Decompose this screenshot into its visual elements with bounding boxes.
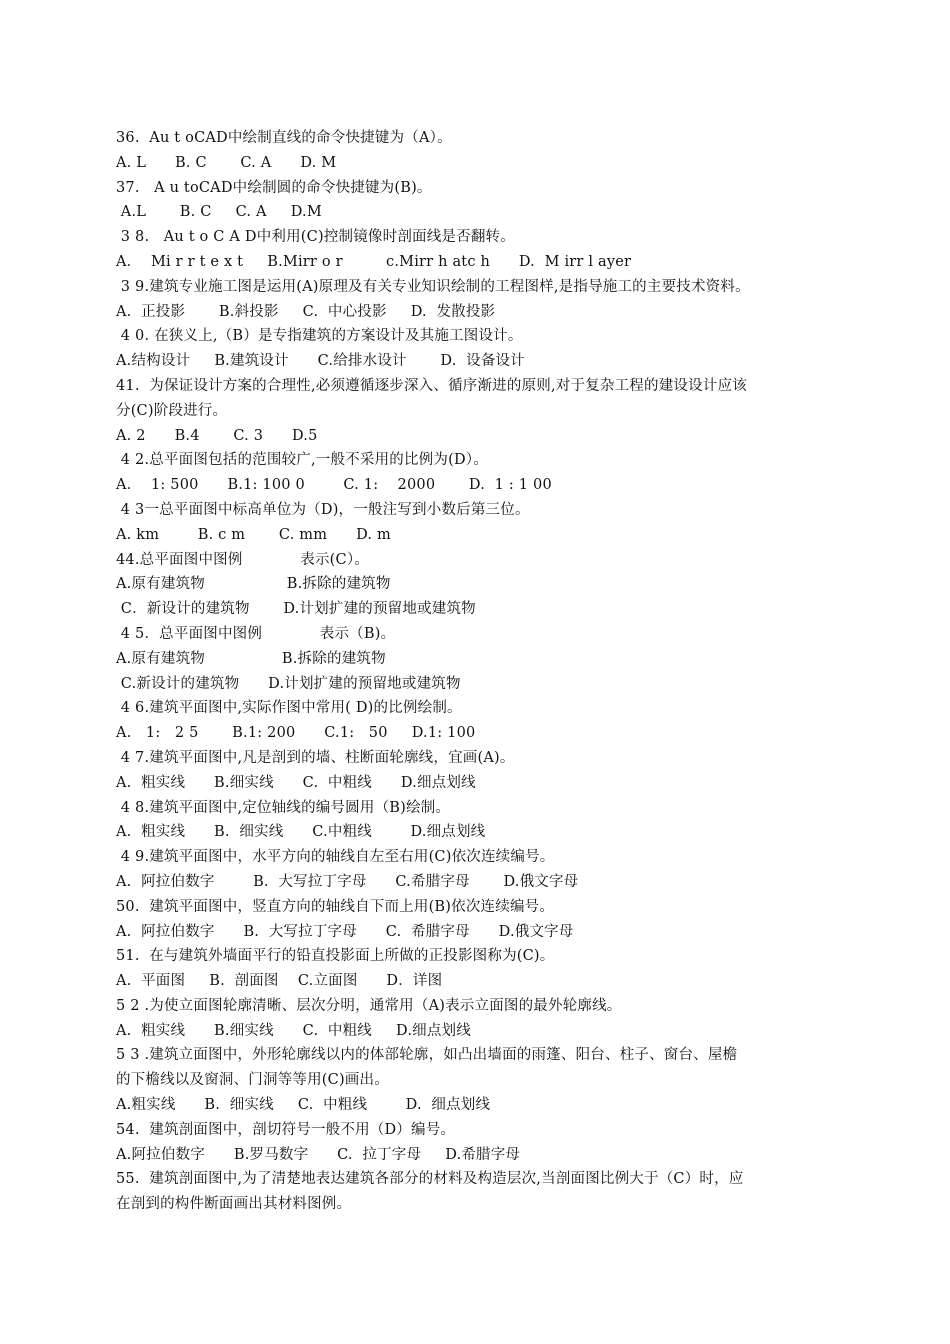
options-line: A. 1: 2 5 B.1: 200 C.1: 50 D.1: 100 — [116, 725, 476, 742]
question-line: 4 7.建筑平面图中,凡是剖到的墙、柱断面轮廓线，宜画(A)。 — [116, 749, 515, 766]
options-line: A.原有建筑物 B.拆除的建筑物 — [116, 576, 391, 593]
options-line: C．新设计的建筑物 D.计划扩建的预留地或建筑物 — [116, 601, 476, 618]
options-line: A. 正投影 B.斜投影 C. 中心投影 D. 发散投影 — [116, 303, 496, 320]
question-line: 50. 建筑平面图中，竖直方向的轴线自下而上用(B)依次连续编号。 — [116, 898, 555, 915]
options-line: A． Mi r r t e x t B.Mirr o r c.Mirr h atc h D. M irr l ayer — [116, 253, 632, 270]
options-line: A. 阿拉伯数字 B. 大写拉丁字母 C.希腊字母 D.俄文字母 — [116, 873, 579, 890]
question-line: 4 3一总平面图中标高单位为（D)，一般注写到小数后第三位。 — [116, 501, 530, 518]
question-list — [116, 126, 842, 1217]
options-line: C.新设计的建筑物 D.计划扩建的预留地或建筑物 — [116, 675, 461, 692]
options-line: A. L B. C C. A D. M — [116, 154, 337, 171]
question-line: 4 6.建筑平面图中,实际作图中常用( D)的比例绘制。 — [116, 700, 462, 717]
options-line: A.阿拉伯数字 B.罗马数字 C. 拉丁字母 D.希腊字母 — [116, 1146, 521, 1163]
question-line: 5 2 .为使立面图轮廓清晰、层次分明，通常用（A)表示立面图的最外轮廓线。 — [116, 997, 622, 1014]
options-line: A.L B. C C. A D.M — [116, 204, 322, 221]
options-line: A. 粗实线 B. 细实线 C.中粗线 D.细点划线 — [116, 824, 486, 841]
options-line: A.粗实线 B. 细实线 C. 中粗线 D. 细点划线 — [116, 1097, 491, 1114]
question-line: 4 9.建筑平面图中，水平方向的轴线自左至右用(C)依次连续编号。 — [116, 849, 555, 866]
question-line: 55. 建筑剖面图中,为了清楚地表达建筑各部分的材料及构造层次,当剖面图比例大于（C）时，应 — [116, 1171, 744, 1188]
question-line: 37. A u toCAD中绘制圆的命令快捷键为(B)。 — [116, 179, 432, 196]
question-line: 36. Au t oCAD中绘制直线的命令快捷键为（A）。 — [116, 130, 452, 146]
question-line: 3 8. Au t o C A D中利用(C)控制镜像时剖面线是否翻转。 — [116, 229, 515, 246]
options-line: A. km B. c m C. mm D. m — [116, 526, 391, 543]
question-line: 44.总平面图中图例 表示(C）。 — [116, 551, 369, 568]
options-line: A. 平面图 B. 剖面图 C.立面图 D．详图 — [116, 973, 443, 990]
question-line: 4 5．总平面图中图例 表示（B)。 — [116, 625, 396, 642]
question-line: 54. 建筑剖面图中，剖切符号一般不用（D）编号。 — [116, 1121, 456, 1138]
question-line: 4 8.建筑平面图中,定位轴线的编号圆用（B)绘制。 — [116, 799, 451, 816]
question-line: 5 3 .建筑立面图中，外形轮廓线以内的体部轮廓，如凸出墙面的雨篷、阳台、柱子、窗台、屋檐 — [116, 1047, 738, 1064]
question-line-continued: 的下檐线以及窗洞、门洞等等用(C)画出。 — [116, 1072, 389, 1089]
question-line-continued: 在剖到的构件断面画出其材料图例。 — [116, 1196, 352, 1213]
question-line-continued: 分(C)阶段进行。 — [116, 402, 228, 419]
options-line: A.结构设计 B.建筑设计 C.给排水设计 D. 设备设计 — [116, 353, 525, 370]
options-line: A. 2 B.4 C. 3 D.5 — [116, 427, 318, 444]
question-line: 4 0. 在狭义上,（B）是专指建筑的方案设计及其施工图设计。 — [116, 328, 523, 345]
options-line: A. 阿拉伯数字 B. 大写拉丁字母 C. 希腊字母 D.俄文字母 — [116, 923, 574, 940]
options-line: A． 1: 500 B.1: 100 0 C. 1: 2000 D. 1 : 1 00 — [116, 477, 552, 494]
question-line: 3 9.建筑专业施工图是运用(A)原理及有关专业知识绘制的工程图样,是指导施工的主要技术资料。 — [116, 278, 750, 295]
options-line: A. 粗实线 B.细实线 C. 中粗线 D.细点划线 — [116, 774, 476, 791]
options-line: A. 粗实线 B.细实线 C. 中粗线 D.细点划线 — [116, 1022, 471, 1039]
question-line: 4 2.总平面图包括的范围较广,一般不采用的比例为(D）。 — [116, 452, 488, 469]
question-line: 41. 为保证设计方案的合理性,必须遵循逐步深入、循序渐进的原则,对于复杂工程的建设设计应该 — [116, 377, 747, 394]
question-line: 51. 在与建筑外墙面平行的铅直投影面上所做的正投影图称为(C)。 — [116, 948, 555, 965]
options-line: A.原有建筑物 B.拆除的建筑物 — [116, 650, 386, 667]
